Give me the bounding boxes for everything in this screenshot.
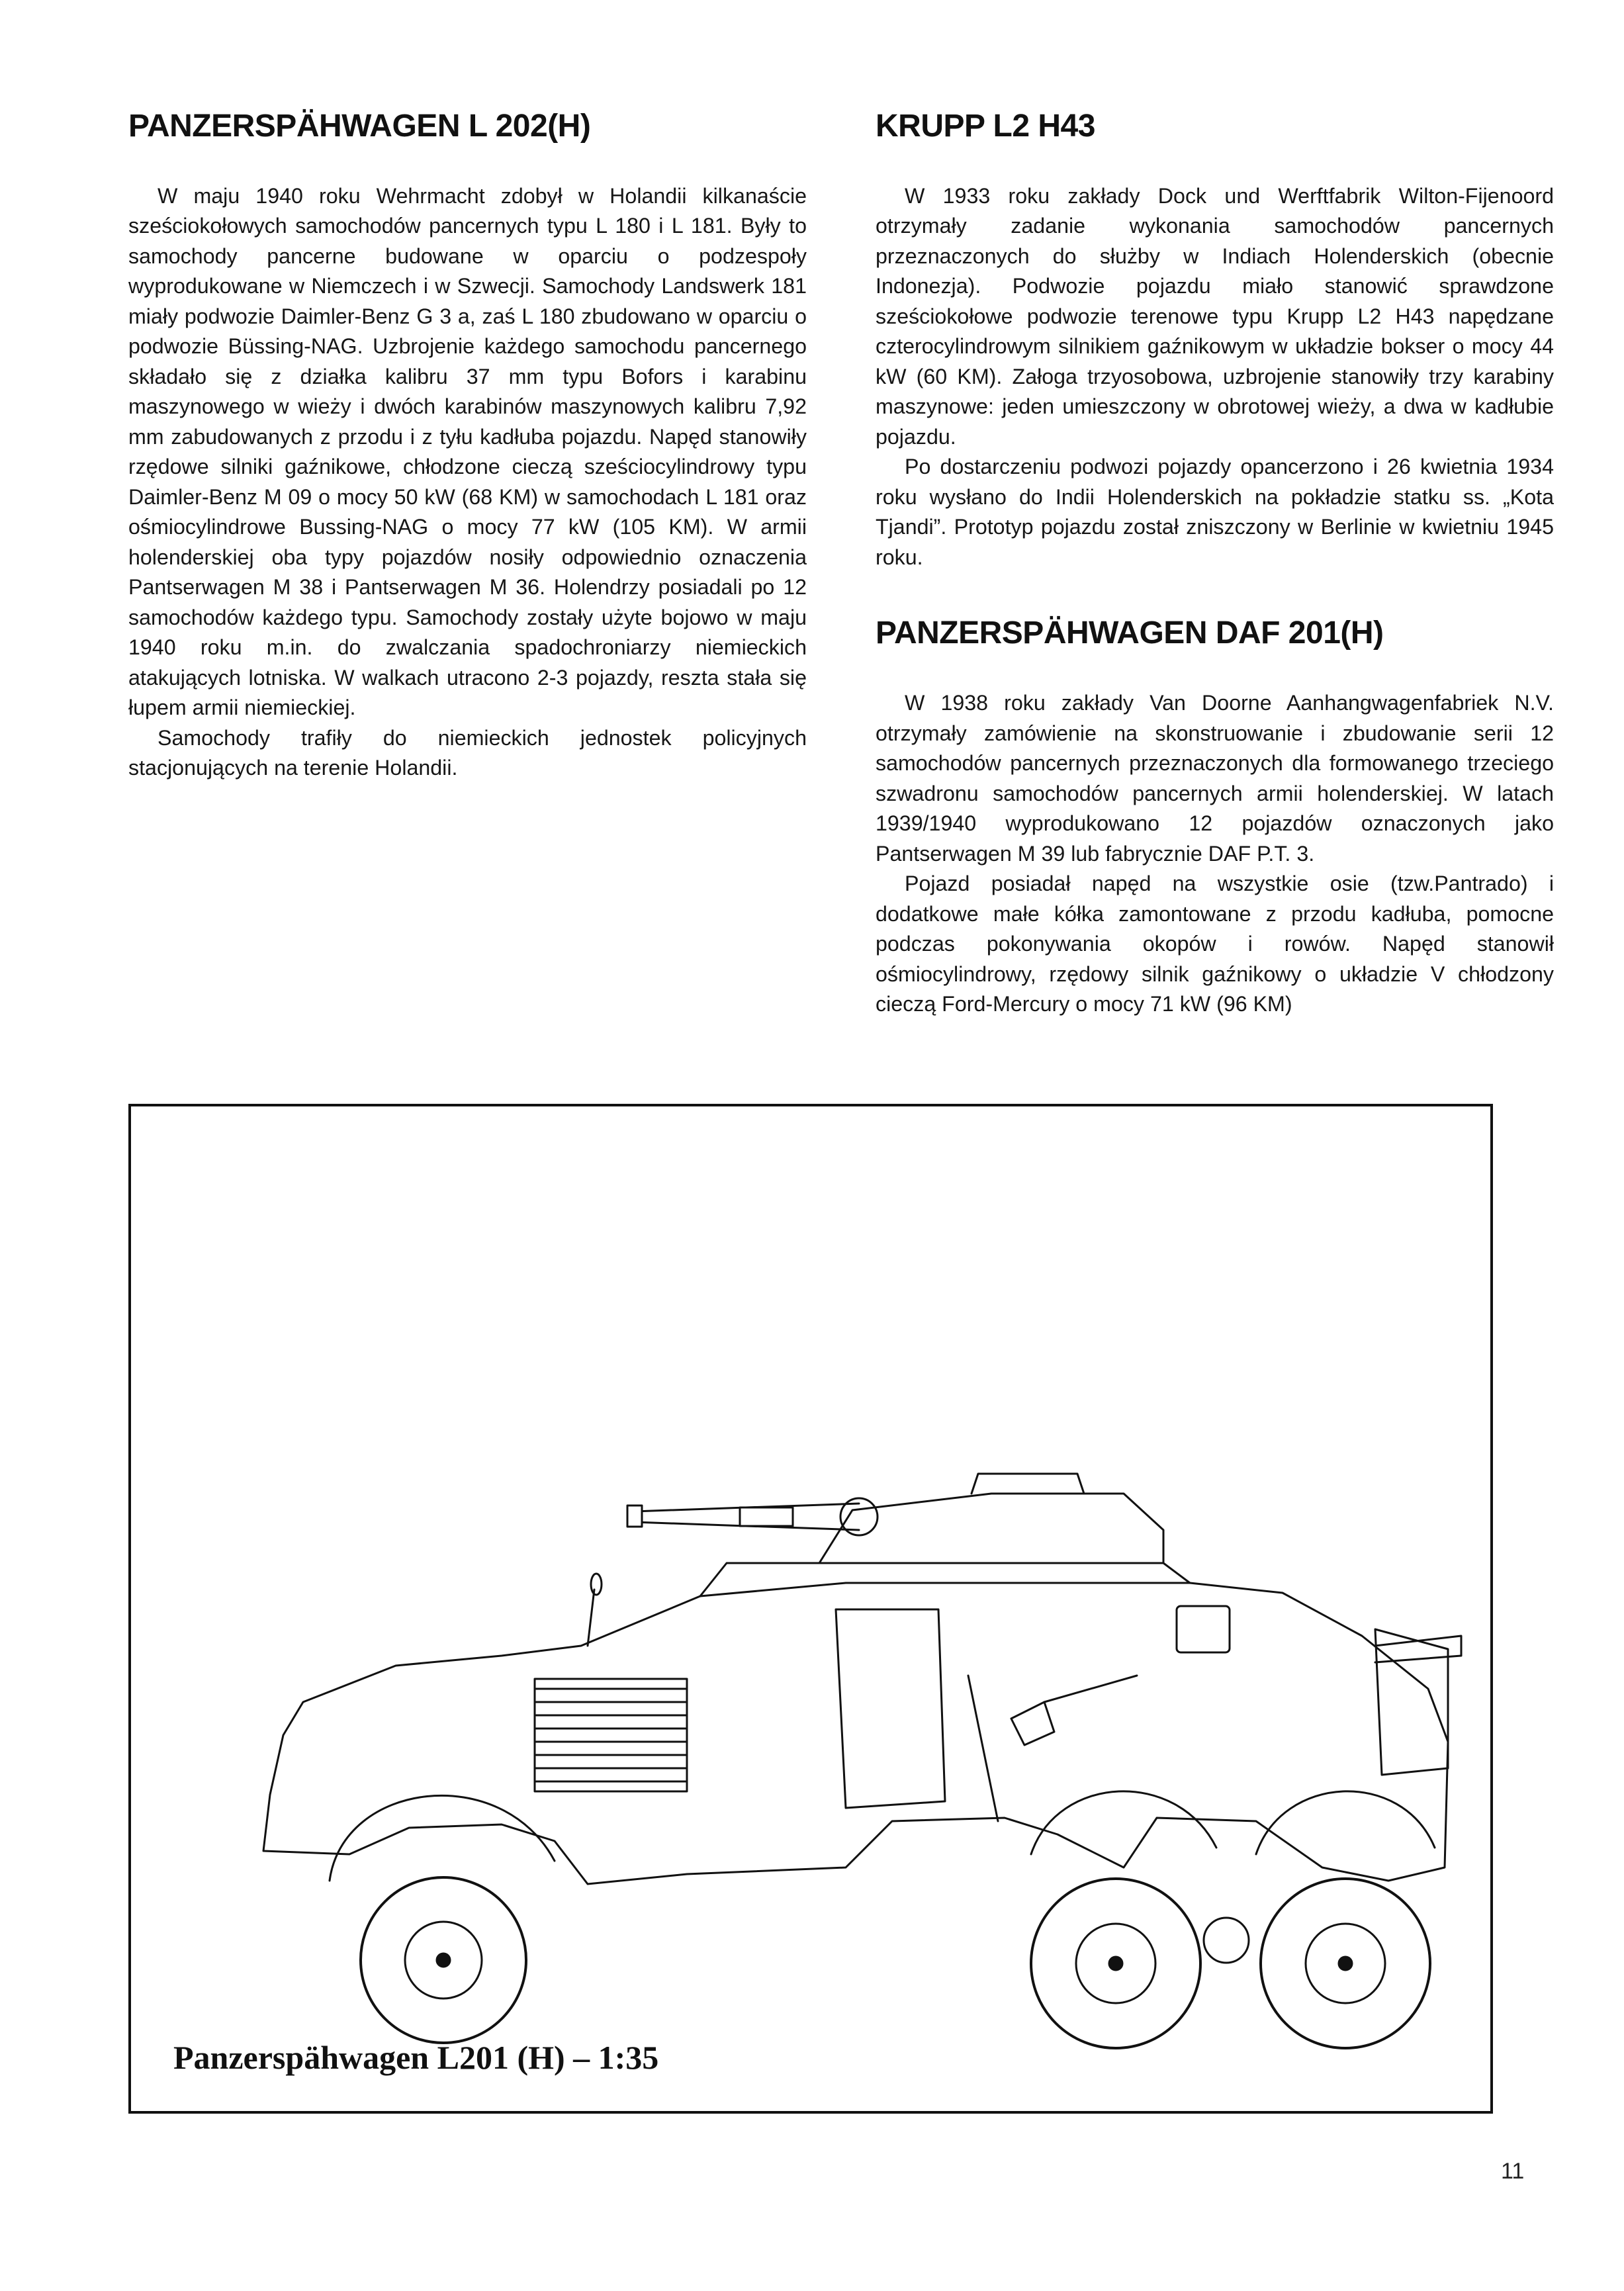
mirror-arm <box>588 1590 594 1646</box>
turret <box>819 1494 1163 1563</box>
paragraph: W maju 1940 roku Wehrmacht zdobył w Holandii kilkanaście sześciokołowych samochodów pancernych typu L 180 i L 181. Były to samochody pancerne budowane w oparciu o podzespoły wyprodukowane w Niemczech i w Szwecji. Samochody Landswerk 181 miały podwozie Daimler-Benz G 3 a, zaś L 180 zbudowano w oparciu o podwozie Büssing-NAG. Uzbrojenie każdego samochodu pancernego składało się z działka kalibru 37 mm typu Bofors i karabinu maszynowego w wieży i dwóch karabinów maszynowych kalibru 7,92 mm zabudowanych z przodu i z tyłu kadłuba pojazdu. Napęd stanowiły rzędowe silniki gaźnikowe, chłodzone cieczą sześciocylindrowy typu Daimler-Benz M 09 o mocy 50 kW (68 KM) w samochodach L 181 oraz ośmiocylindrowe Bussing-NAG o mocy 77 kW (105 KM). W armii holenderskiej oba typy pojazdów nosiły odpowiednio oznaczenia Pantserwagen M 38 i Pantserwagen M 36. Holendrzy posiadali po 12 samochodów każdego typu. Samochody zostały użyte bojowo w maju 1940 roku m.in. do zwalczania spadochroniarzy niemieckich atakujących lotniska. W walkach utracono 2-3 pojazdy, reszta stała się łupem armii niemieckiej. <box>128 183 807 720</box>
paragraph: Pojazd posiadał napęd na wszystkie osie (tzw.Pantrado) i dodatkowe małe kółka zamontowane z przodu kadłuba, pomocne podczas pokonywania okopów i rowów. Napęd stanowił ośmiocylindrowy, rzędowy silnik gaźnikowy o układzie V chłodzony cieczą Ford-Mercury o mocy 71 kW (96 KM) <box>876 872 1554 1016</box>
muzzle <box>627 1505 642 1527</box>
upper-hull <box>700 1563 1190 1596</box>
section-heading-l202: PANZERSPÄHWAGEN L 202(H) <box>128 109 591 144</box>
pickaxe <box>968 1676 998 1821</box>
paragraph: W 1933 roku zakłady Dock und Werftfabrik Wilton-Fijenoord otrzymały zadanie wykonania samochodów pancernych przeznaczonych do służby w Indiach Holenderskich (obecnie Indonezja). Podwozie pojazdu miało stanowić sprawdzone sześciokołowe podwozie terenowe typu Krupp L2 H43 napędzane czterocylindrowym silnikiem gaźnikowym w układzie bokser o mocy 44 kW (60 KM). Załoga trzyosobowa, uzbrojenie stanowiły trzy karabiny maszynowe: jeden umieszczony w obrotowej wieży, a dwa w kadłubie pojazdu. <box>876 183 1554 449</box>
armored-car-illustration <box>131 1106 1490 2111</box>
rear-door <box>1375 1629 1448 1775</box>
rear-fender-2 <box>1256 1791 1435 1854</box>
side-hatch <box>1177 1606 1230 1652</box>
gun-sleeve <box>740 1507 793 1526</box>
front-door <box>836 1609 945 1808</box>
front-wheel <box>361 1877 526 2043</box>
middle-wheel <box>1031 1879 1200 2048</box>
figure-frame <box>128 1104 1493 2114</box>
rear-fender-1 <box>1031 1791 1216 1854</box>
figure-caption: Panzerspähwagen L201 (H) – 1:35 <box>173 2039 659 2076</box>
mirror <box>591 1574 602 1595</box>
shovel-blade <box>1011 1702 1054 1745</box>
section-heading-krupp: KRUPP L2 H43 <box>876 109 1095 144</box>
hull-outline <box>263 1583 1448 1884</box>
paragraph: Samochody trafiły do niemieckich jednostek policyjnych stacjonujących na terenie Holandii. <box>128 725 807 780</box>
paragraph: Po dostarczeniu podwozi pojazdy opancerzono i 26 kwietnia 1934 roku wysłano do Indii Holenderskich na pokładzie statku ss. „Kota Tjandi”. Prototyp pojazdu został zniszczony w Berlinie w kwietniu 1945 roku. <box>876 455 1554 569</box>
paragraph: W 1938 roku zakłady Van Doorne Aanhangwagenfabriek N.V. otrzymały zamówienie na skonstruowanie i zbudowanie serii 12 samochodów pancernych przeznaczonych dla formowanego trzeciego szwadronu samochodów pancernych armii holenderskiej. W latach 1939/1940 wyprodukowano 12 pojazdów oznaczonych jako Pantserwagen M 39 lub fabrycznie DAF P.T. 3. <box>876 691 1554 866</box>
rear-wheel <box>1261 1879 1430 2048</box>
left-column <box>128 109 807 784</box>
section-heading-daf: PANZERSPÄHWAGEN DAF 201(H) <box>876 615 1384 651</box>
shovel-handle <box>1044 1676 1137 1702</box>
front-fender <box>330 1795 555 1881</box>
right-column <box>876 109 1554 1020</box>
auxiliary-wheel <box>1204 1918 1249 1963</box>
page-number: 11 <box>1501 2159 1525 2184</box>
radiator-grille <box>535 1679 687 1791</box>
turret-cupola <box>971 1474 1084 1494</box>
